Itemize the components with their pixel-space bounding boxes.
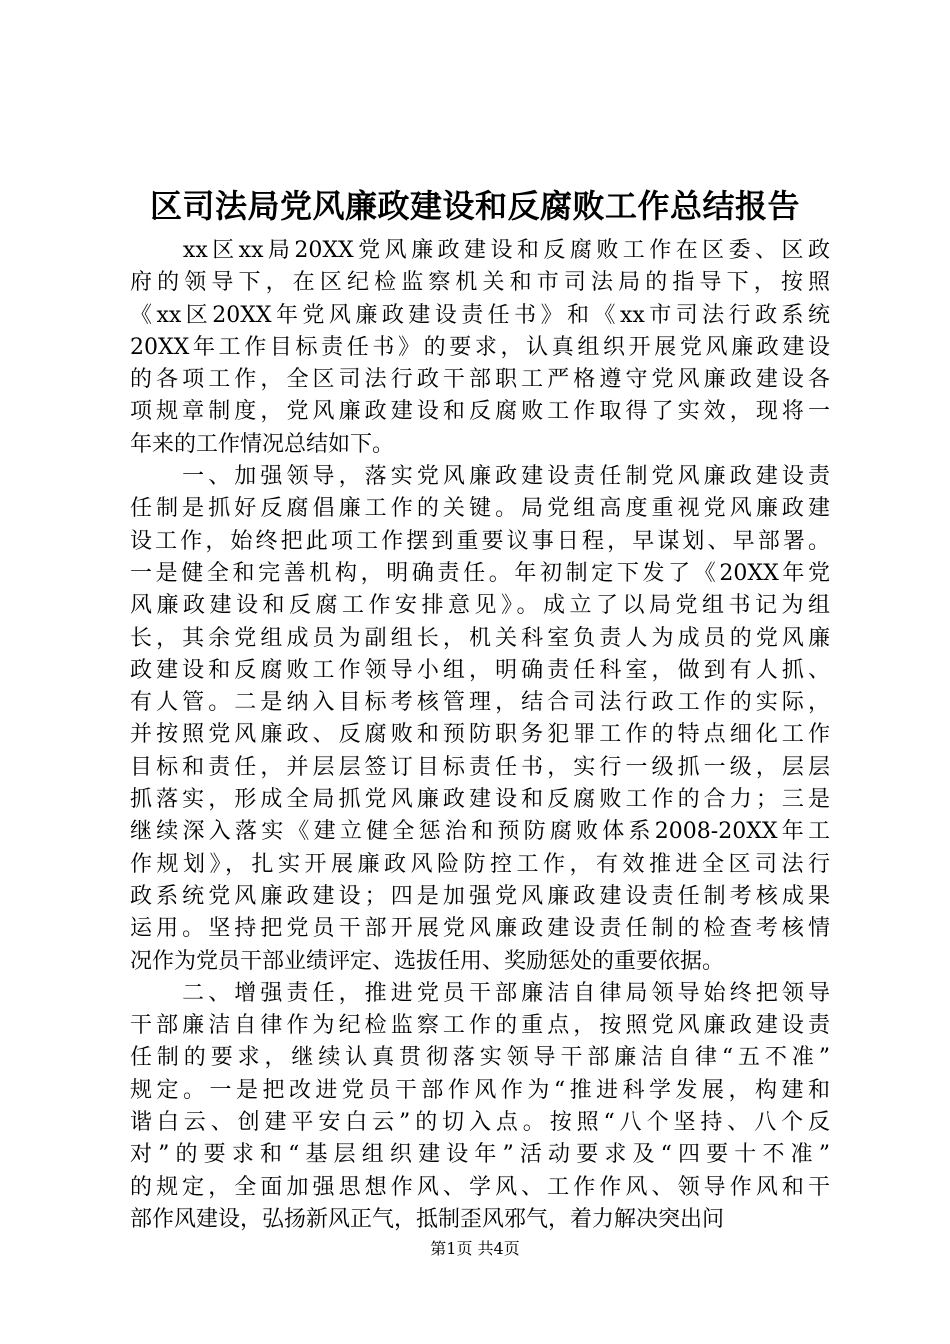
body-text-line: 一、加强领导，落实党风廉政建设责任制党风廉政建设责 [130, 464, 830, 490]
body-text-line: 20XX年工作目标责任书》的要求，认真组织开展党风廉政建设 [130, 334, 830, 360]
body-text-line: 府的领导下，在区纪检监察机关和市司法局的指导下，按照 [130, 270, 830, 296]
body-text-line: 二、增强责任，推进党员干部廉洁自律局领导始终把领导 [130, 980, 830, 1006]
body-text-line: 部作风建设，弘扬新风正气，抵制歪风邪气，着力解决突出问 [130, 1206, 725, 1232]
body-text-line: 对”的要求和“基层组织建设年”活动要求及“四要十不准” [130, 1142, 830, 1168]
body-text-line: 一是健全和完善机构，明确责任。年初制定下发了《20XX年党 [130, 560, 830, 586]
body-text-line: 作规划》，扎实开展廉政风险防控工作，有效推进全区司法行 [130, 851, 830, 877]
body-text-line: 抓落实，形成全局抓党风廉政建设和反腐败工作的合力；三是 [130, 787, 830, 813]
document-title: 区司法局党风廉政建设和反腐败工作总结报告 [149, 187, 800, 225]
body-text-line: 设工作，始终把此项工作摆到重要议事日程，早谋划、早部署。 [130, 528, 830, 554]
body-text-line: xx区xx局20XX党风廉政建设和反腐败工作在区委、区政 [130, 238, 830, 263]
body-text-line: 风廉政建设和反腐工作安排意见》。成立了以局党组书记为组 [130, 593, 830, 619]
body-text-line: 谐白云、创建平安白云”的切入点。按照“八个坚持、八个反 [130, 1110, 830, 1136]
body-text-line: 的规定，全面加强思想作风、学风、工作作风、领导作风和干 [130, 1174, 830, 1200]
document-body [130, 235, 830, 1236]
body-text-line: 并按照党风廉政、反腐败和预防职务犯罪工作的特点细化工作 [130, 722, 830, 748]
body-text-line: 任制是抓好反腐倡廉工作的关键。局党组高度重视党风廉政建 [130, 496, 830, 522]
body-text-line: 政建设和反腐败工作领导小组，明确责任科室，做到有人抓、 [130, 657, 830, 683]
body-text-line: 项规章制度，党风廉政建设和反腐败工作取得了实效，现将一 [130, 399, 830, 425]
body-text-line: 况作为党员干部业绩评定、选拔任用、奖励惩处的重要依据。 [130, 948, 725, 974]
body-text-line: 政系统党风廉政建设；四是加强党风廉政建设责任制考核成果 [130, 883, 830, 909]
body-text-line: 任制的要求，继续认真贯彻落实领导干部廉洁自律“五不准” [130, 1045, 830, 1071]
body-text-line: 干部廉洁自律作为纪检监察工作的重点，按照党风廉政建设责 [130, 1013, 830, 1039]
body-text-line: 有人管。二是纳入目标考核管理，结合司法行政工作的实际， [130, 690, 830, 716]
page-footer: 第1页 共4页 [430, 1239, 520, 1258]
body-text-line: 长，其余党组成员为副组长，机关科室负责人为成员的党风廉 [130, 625, 830, 651]
body-text-line: 年来的工作情况总结如下。 [130, 431, 395, 457]
body-text-line: 规定。一是把改进党员干部作风作为“推进科学发展，构建和 [130, 1077, 830, 1103]
body-text-line: 目标和责任，并层层签订目标责任书，实行一级抓一级，层层 [130, 754, 830, 780]
body-text-line: 《xx区20XX年党风廉政建设责任书》和《xx市司法行政系统 [130, 302, 830, 328]
body-text-line: 继续深入落实《建立健全惩治和预防腐败体系2008-20XX年工 [130, 819, 830, 845]
body-text-line: 的各项工作，全区司法行政干部职工严格遵守党风廉政建设各 [130, 367, 830, 393]
body-text-line: 运用。坚持把党员干部开展党风廉政建设责任制的检查考核情 [130, 916, 830, 942]
